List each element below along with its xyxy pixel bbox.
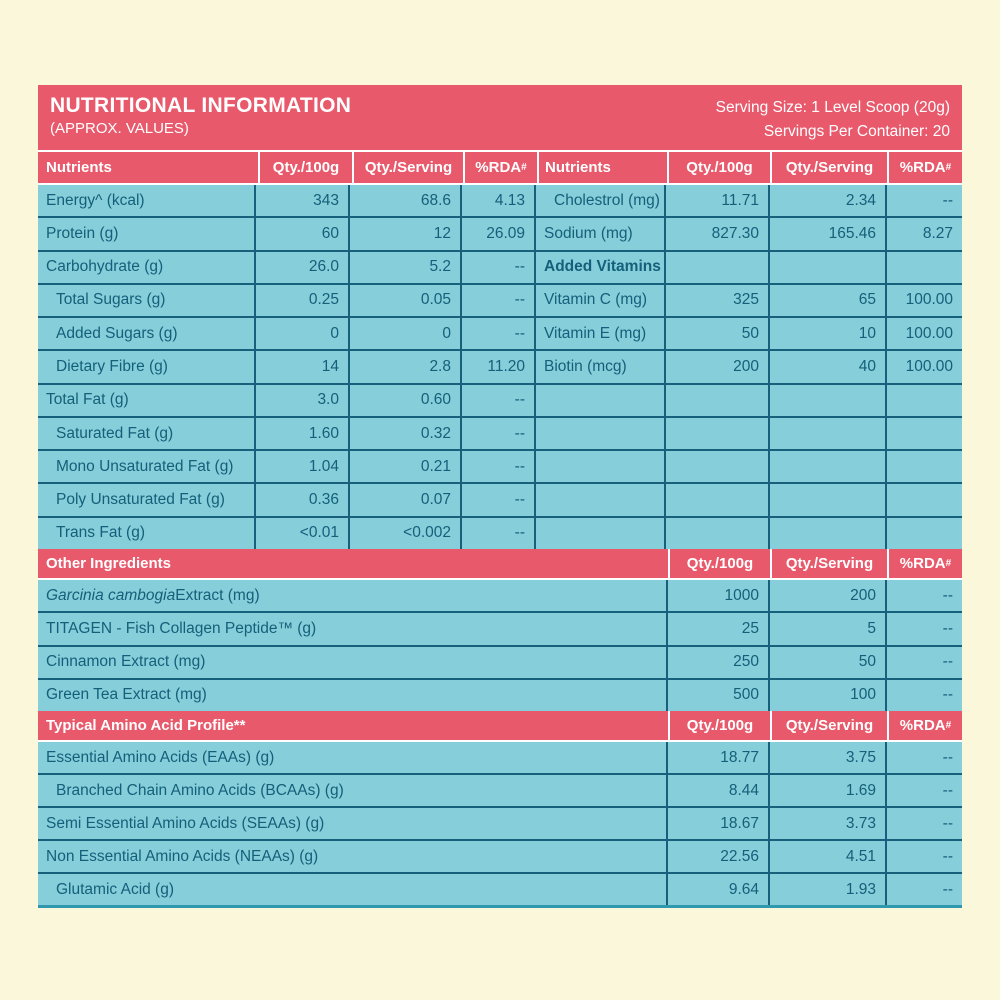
rda-value: -- bbox=[462, 285, 534, 316]
col-qty-serving-left: Qty./Serving bbox=[352, 152, 463, 183]
nutrient-label bbox=[536, 518, 664, 549]
amino-profile-header bbox=[38, 711, 962, 742]
serving-size: Serving Size: 1 Level Scoop (20g) bbox=[715, 99, 950, 116]
other-ingredients-grid bbox=[38, 580, 962, 711]
rda-value: -- bbox=[462, 318, 534, 349]
rda-value: -- bbox=[887, 680, 962, 711]
rda-value: -- bbox=[887, 580, 962, 611]
qty-100g-value: 0 bbox=[256, 318, 348, 349]
qty-100g-value: 1000 bbox=[668, 580, 768, 611]
nutrient-label: Vitamin E (mg) bbox=[536, 318, 664, 349]
qty-100g-value: 14 bbox=[256, 351, 348, 382]
qty-serving-value: 0.32 bbox=[350, 418, 460, 449]
qty-serving-value: 100 bbox=[770, 680, 885, 711]
qty-100g-value: 18.67 bbox=[668, 808, 768, 839]
qty-100g-value: 8.44 bbox=[668, 775, 768, 806]
col-rda: %RDA # bbox=[887, 711, 962, 740]
rda-value: -- bbox=[887, 775, 962, 806]
nutrient-label: Sodium (mg) bbox=[536, 218, 664, 249]
serving-info bbox=[716, 94, 950, 144]
servings-per-container: Servings Per Container: 20 bbox=[763, 123, 950, 141]
ingredient-label: Green Tea Extract (mg) bbox=[38, 680, 666, 711]
amino-label: Non Essential Amino Acids (NEAAs) (g) bbox=[38, 841, 666, 872]
rda-value: 11.20 bbox=[462, 351, 534, 382]
rda-value bbox=[887, 451, 962, 482]
qty-serving-value: 0.21 bbox=[350, 451, 460, 482]
nutrient-label: Mono Unsaturated Fat (g) bbox=[38, 451, 254, 482]
col-rda-label: %RDA bbox=[899, 555, 946, 572]
qty-serving-value: 200 bbox=[770, 580, 885, 611]
qty-serving-value: 0.07 bbox=[350, 484, 460, 515]
rda-value bbox=[887, 484, 962, 515]
col-nutrients-right: Nutrients bbox=[537, 152, 667, 183]
qty-100g-value: 25 bbox=[668, 613, 768, 644]
section-title: Typical Amino Acid Profile** bbox=[46, 717, 246, 734]
col-qty-100g-right: Qty./100g bbox=[667, 152, 770, 183]
qty-serving-value: 0 bbox=[350, 318, 460, 349]
nutrient-label bbox=[536, 451, 664, 482]
rda-value: 100.00 bbox=[887, 351, 962, 382]
qty-100g-value bbox=[666, 451, 768, 482]
qty-100g-value bbox=[666, 252, 768, 283]
nutrient-label: Added Sugars (g) bbox=[38, 318, 254, 349]
page-subtitle: (APPROX. VALUES) bbox=[50, 120, 189, 137]
qty-100g-value: 500 bbox=[668, 680, 768, 711]
nutrient-label: Poly Unsaturated Fat (g) bbox=[38, 484, 254, 515]
qty-serving-value: 68.6 bbox=[350, 185, 460, 216]
nutrient-label: Saturated Fat (g) bbox=[38, 418, 254, 449]
ingredient-label: Cinnamon Extract (mg) bbox=[38, 647, 666, 678]
qty-serving-value: 40 bbox=[770, 351, 885, 382]
col-rda-label: %RDA bbox=[475, 159, 522, 176]
nutrient-label: Added Vitamins bbox=[536, 252, 664, 283]
nutrient-label: Dietary Fibre (g) bbox=[38, 351, 254, 382]
col-rda-left: %RDA # bbox=[463, 152, 537, 183]
rda-value: -- bbox=[462, 451, 534, 482]
qty-100g-value: 0.25 bbox=[256, 285, 348, 316]
amino-label: Semi Essential Amino Acids (SEAAs) (g) bbox=[38, 808, 666, 839]
qty-serving-value bbox=[770, 418, 885, 449]
qty-100g-value: 9.64 bbox=[668, 874, 768, 905]
nutrient-label: Biotin (mcg) bbox=[536, 351, 664, 382]
qty-serving-value: 3.75 bbox=[770, 742, 885, 773]
rda-value bbox=[887, 385, 962, 416]
rda-value: 8.27 bbox=[887, 218, 962, 249]
nutrient-label: Total Sugars (g) bbox=[38, 285, 254, 316]
column-header-row bbox=[38, 150, 962, 185]
col-qty-serving: Qty./Serving bbox=[770, 549, 887, 578]
rda-value: -- bbox=[887, 185, 962, 216]
page-title: NUTRITIONAL INFORMATION bbox=[50, 94, 352, 117]
qty-serving-value: 0.05 bbox=[350, 285, 460, 316]
qty-serving-value: 0.60 bbox=[350, 385, 460, 416]
qty-serving-value: <0.002 bbox=[350, 518, 460, 549]
nutritional-table bbox=[38, 85, 962, 908]
rda-value: -- bbox=[462, 252, 534, 283]
qty-100g-value: 827.30 bbox=[666, 218, 768, 249]
qty-100g-value: 50 bbox=[666, 318, 768, 349]
amino-profile-grid bbox=[38, 742, 962, 908]
qty-serving-value: 5 bbox=[770, 613, 885, 644]
rda-value: -- bbox=[462, 484, 534, 515]
qty-100g-value: 250 bbox=[668, 647, 768, 678]
qty-100g-value: 200 bbox=[666, 351, 768, 382]
ingredient-label-italic: Garcinia cambogia bbox=[46, 586, 176, 604]
col-rda: %RDA # bbox=[887, 549, 962, 578]
qty-100g-value: 0.36 bbox=[256, 484, 348, 515]
col-rda-label: %RDA bbox=[899, 159, 946, 176]
rda-value bbox=[887, 418, 962, 449]
qty-100g-value bbox=[666, 518, 768, 549]
qty-100g-value: <0.01 bbox=[256, 518, 348, 549]
rda-value: 100.00 bbox=[887, 285, 962, 316]
qty-serving-value: 50 bbox=[770, 647, 885, 678]
col-nutrients-left: Nutrients bbox=[46, 159, 112, 176]
qty-serving-value: 4.51 bbox=[770, 841, 885, 872]
qty-100g-value bbox=[666, 418, 768, 449]
rda-value: -- bbox=[462, 418, 534, 449]
nutrient-label: Vitamin C (mg) bbox=[536, 285, 664, 316]
qty-100g-value: 26.0 bbox=[256, 252, 348, 283]
rda-value: -- bbox=[887, 808, 962, 839]
nutrient-label bbox=[536, 484, 664, 515]
other-ingredients-header bbox=[38, 549, 962, 580]
qty-100g-value: 22.56 bbox=[668, 841, 768, 872]
qty-serving-value: 5.2 bbox=[350, 252, 460, 283]
qty-100g-value: 3.0 bbox=[256, 385, 348, 416]
nutrient-label: Energy^ (kcal) bbox=[38, 185, 254, 216]
col-qty-100g: Qty./100g bbox=[668, 549, 770, 578]
rda-value: 26.09 bbox=[462, 218, 534, 249]
rda-value: 100.00 bbox=[887, 318, 962, 349]
amino-label: Glutamic Acid (g) bbox=[38, 874, 666, 905]
nutrient-label: Cholestrol (mg) bbox=[536, 185, 664, 216]
nutrient-label: Carbohydrate (g) bbox=[38, 252, 254, 283]
qty-serving-value bbox=[770, 451, 885, 482]
col-qty-serving-right: Qty./Serving bbox=[770, 152, 887, 183]
qty-100g-value: 60 bbox=[256, 218, 348, 249]
qty-serving-value: 165.46 bbox=[770, 218, 885, 249]
qty-100g-value: 18.77 bbox=[668, 742, 768, 773]
col-rda-right: %RDA # bbox=[887, 152, 962, 183]
col-rda-label: %RDA bbox=[899, 717, 946, 734]
qty-serving-value: 1.69 bbox=[770, 775, 885, 806]
ingredient-label-rest: Extract (mg) bbox=[175, 586, 260, 604]
qty-serving-value: 3.73 bbox=[770, 808, 885, 839]
nutrient-label: Trans Fat (g) bbox=[38, 518, 254, 549]
rda-value: -- bbox=[462, 385, 534, 416]
nutrient-label: Total Fat (g) bbox=[38, 385, 254, 416]
col-qty-100g: Qty./100g bbox=[668, 711, 770, 740]
qty-serving-value bbox=[770, 484, 885, 515]
nutrient-label bbox=[536, 418, 664, 449]
col-qty-serving: Qty./Serving bbox=[770, 711, 887, 740]
qty-serving-value: 10 bbox=[770, 318, 885, 349]
qty-serving-value: 2.34 bbox=[770, 185, 885, 216]
ingredient-label bbox=[38, 580, 666, 611]
qty-serving-value: 12 bbox=[350, 218, 460, 249]
amino-label: Branched Chain Amino Acids (BCAAs) (g) bbox=[38, 775, 666, 806]
nutrients-grid bbox=[38, 185, 962, 549]
qty-100g-value: 1.04 bbox=[256, 451, 348, 482]
qty-serving-value: 65 bbox=[770, 285, 885, 316]
section-title: Other Ingredients bbox=[46, 555, 172, 572]
rda-value bbox=[887, 518, 962, 549]
qty-serving-value: 2.8 bbox=[350, 351, 460, 382]
qty-100g-value: 325 bbox=[666, 285, 768, 316]
qty-100g-value: 343 bbox=[256, 185, 348, 216]
qty-serving-value bbox=[770, 252, 885, 283]
rda-value: 4.13 bbox=[462, 185, 534, 216]
title-band bbox=[38, 85, 962, 150]
rda-value: -- bbox=[887, 613, 962, 644]
rda-value: -- bbox=[887, 841, 962, 872]
qty-serving-value: 1.93 bbox=[770, 874, 885, 905]
rda-value: -- bbox=[887, 742, 962, 773]
title-block bbox=[50, 94, 351, 137]
rda-value: -- bbox=[462, 518, 534, 549]
qty-100g-value bbox=[666, 385, 768, 416]
qty-serving-value bbox=[770, 385, 885, 416]
col-qty-100g-left: Qty./100g bbox=[258, 152, 352, 183]
rda-value bbox=[887, 252, 962, 283]
amino-label: Essential Amino Acids (EAAs) (g) bbox=[38, 742, 666, 773]
nutrient-label: Protein (g) bbox=[38, 218, 254, 249]
rda-value: -- bbox=[887, 647, 962, 678]
nutrient-label bbox=[536, 385, 664, 416]
qty-100g-value bbox=[666, 484, 768, 515]
qty-100g-value: 1.60 bbox=[256, 418, 348, 449]
qty-serving-value bbox=[770, 518, 885, 549]
rda-value: -- bbox=[887, 874, 962, 905]
ingredient-label: TITAGEN - Fish Collagen Peptide™ (g) bbox=[38, 613, 666, 644]
qty-100g-value: 11.71 bbox=[666, 185, 768, 216]
